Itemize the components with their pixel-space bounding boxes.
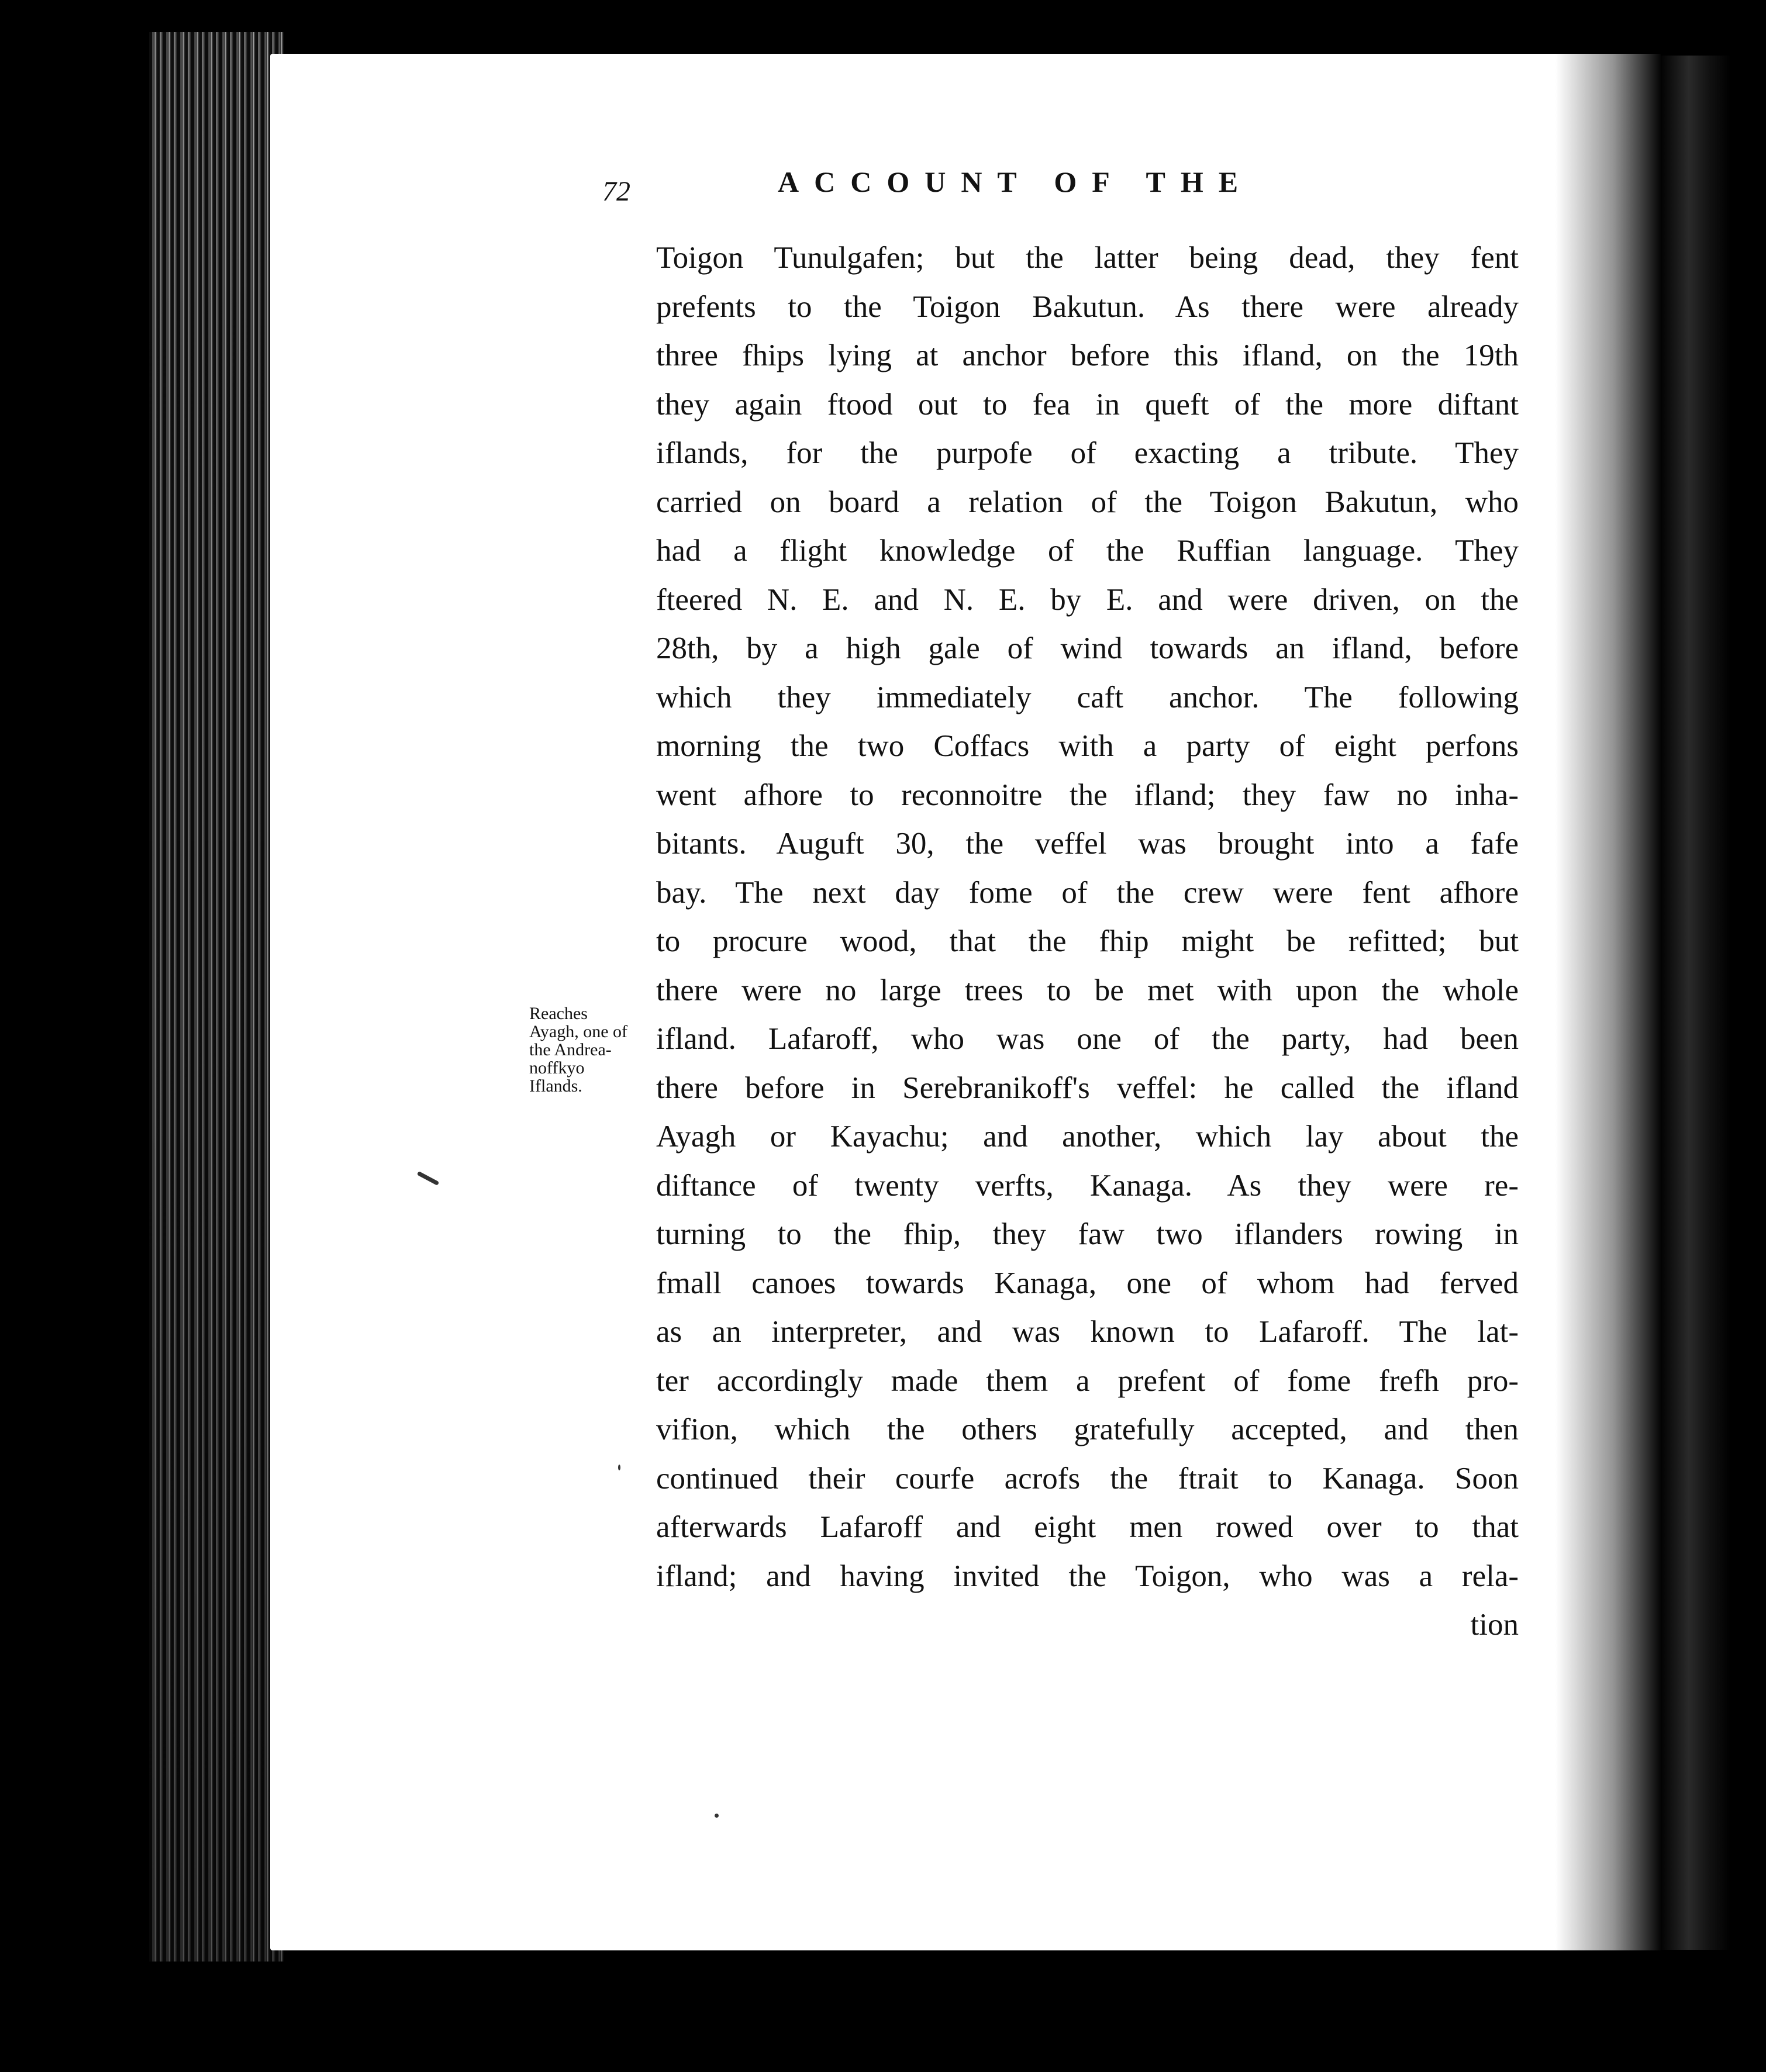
page-number: 72	[602, 176, 630, 207]
text-line: there before in Serebranikoff's veffel: he called the ifland	[656, 1070, 1519, 1105]
margin-note-line: Reaches	[529, 1004, 588, 1023]
text-line: went afhore to reconnoitre the ifland; they faw no inha-	[656, 778, 1519, 812]
text-line: diftance of twenty verfts, Kanaga. As they were re-	[656, 1168, 1519, 1203]
text-line: ter accordingly made them a prefent of fome frefh pro-	[656, 1363, 1519, 1398]
text-line: afterwards Lafaroff and eight men rowed over to that	[656, 1510, 1519, 1544]
text-line: fmall canoes towards Kanaga, one of whom had ferved	[656, 1266, 1519, 1300]
facing-page-edge	[1661, 56, 1731, 1950]
text-line: vifion, which the others gratefully accepted, and then	[656, 1413, 1519, 1446]
text-line: fteered N. E. and N. E. by E. and were driven, on the	[656, 582, 1519, 617]
text-line: ifland. Lafaroff, who was one of the party, had been	[656, 1022, 1519, 1056]
text-line: they again ftood out to fea in queft of the more diftant	[656, 387, 1519, 422]
text-line: three fhips lying at anchor before this ifland, on the 19th	[656, 339, 1519, 372]
book-page-edges	[149, 32, 284, 1962]
body-text	[656, 234, 1519, 1650]
text-line: continued their courfe acrofs the ftrait to Kanaga. Soon	[656, 1461, 1519, 1496]
gutter-shadow	[1555, 54, 1661, 1950]
text-line: ifland; and having invited the Toigon, who was a rela-	[656, 1559, 1519, 1593]
text-line: bay. The next day fome of the crew were fent afhore	[656, 875, 1519, 910]
text-line: as an interpreter, and was known to Lafaroff. The lat-	[656, 1315, 1519, 1349]
text-line: to procure wood, that the fhip might be refitted; but	[656, 924, 1519, 958]
margin-note-line: Ayagh, one of	[529, 1022, 628, 1041]
text-line: Ayagh or Kayachu; and another, which lay about the	[656, 1120, 1519, 1154]
text-line: bitants. Auguft 30, the veffel was brought into a fafe	[656, 827, 1519, 861]
text-line: turning to the fhip, they faw two iflanders rowing in	[656, 1217, 1519, 1251]
text-line: Toigon Tunulgafen; but the latter being dead, they fent	[656, 241, 1519, 275]
ink-speck	[715, 1814, 719, 1818]
margin-note-line: Iflands.	[529, 1076, 582, 1096]
text-line: morning the two Coffacs with a party of eight perfons	[656, 729, 1519, 763]
text-line: had a flight knowledge of the Ruffian language. They	[656, 534, 1519, 568]
text-line: 28th, by a high gale of wind towards an ifland, before	[656, 631, 1519, 665]
margin-note-line: the Andrea-	[529, 1040, 612, 1059]
running-head: ACCOUNT OF THE	[778, 165, 1254, 198]
text-line: which they immediately caft anchor. The following	[656, 680, 1519, 714]
text-line: carried on board a relation of the Toigon Bakutun, who	[656, 485, 1519, 519]
text-line: there were no large trees to be met with upon the whole	[656, 973, 1519, 1007]
margin-note	[529, 1004, 661, 1095]
text-line: prefents to the Toigon Bakutun. As there were already	[656, 289, 1519, 324]
catchword: tion	[1470, 1608, 1519, 1642]
margin-note-line: noffkyo	[529, 1058, 585, 1078]
text-line: iflands, for the purpofe of exacting a tribute. They	[656, 436, 1519, 470]
ink-speck	[618, 1465, 620, 1470]
